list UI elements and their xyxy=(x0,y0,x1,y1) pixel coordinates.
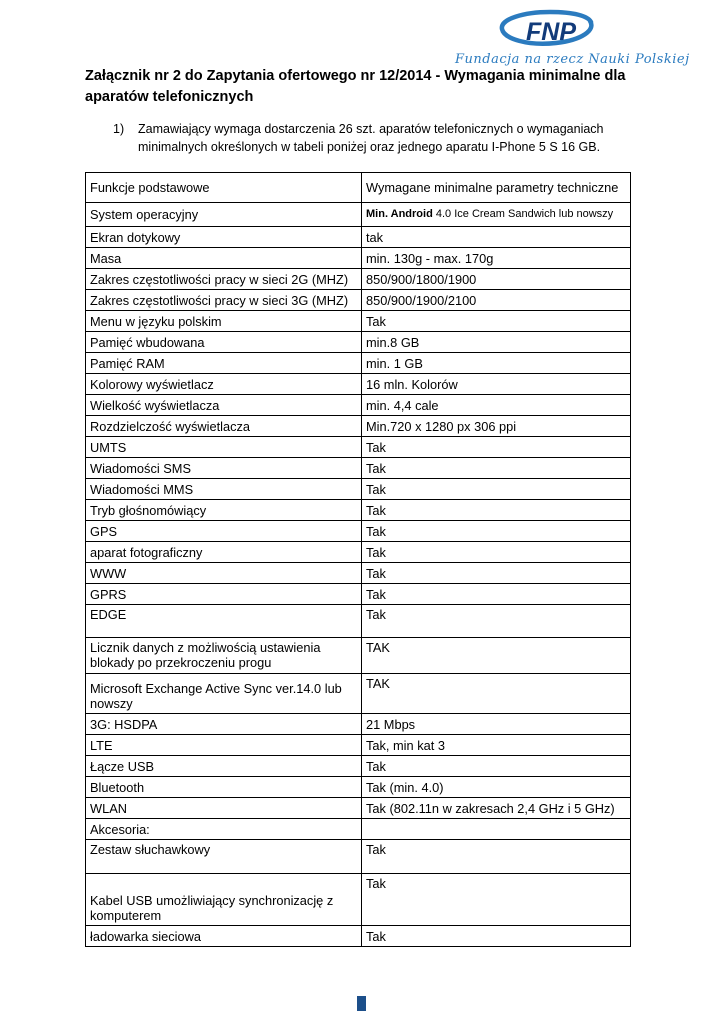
requirements-table-body xyxy=(86,173,631,947)
row-value: Tak (802.11n w zakresach 2,4 GHz i 5 GHz) xyxy=(362,798,631,819)
row-value: Tak xyxy=(362,311,631,332)
row-value: min.8 GB xyxy=(362,332,631,353)
row-label: Kabel USB umożliwiający synchronizację z komputerem xyxy=(86,874,362,926)
table-row xyxy=(86,756,631,777)
row-label: Pamięć wbudowana xyxy=(86,332,362,353)
intro-number: 1) xyxy=(113,122,125,136)
row-value: min. 1 GB xyxy=(362,353,631,374)
table-row xyxy=(86,926,631,947)
row-value: Tak (min. 4.0) xyxy=(362,777,631,798)
table-row xyxy=(86,674,631,714)
row-value: Tak xyxy=(362,542,631,563)
row-label: Tryb głośnomówiący xyxy=(86,500,362,521)
table-row xyxy=(86,735,631,756)
table-row xyxy=(86,290,631,311)
table-row xyxy=(86,638,631,674)
row-label: Wiadomości MMS xyxy=(86,479,362,500)
row-value: Tak, min kat 3 xyxy=(362,735,631,756)
row-value: Tak xyxy=(362,500,631,521)
row-label: GPRS xyxy=(86,584,362,605)
row-label: WLAN xyxy=(86,798,362,819)
fnp-acronym: FNP xyxy=(526,18,576,46)
table-row xyxy=(86,714,631,735)
row-value: 850/900/1800/1900 xyxy=(362,269,631,290)
table-row xyxy=(86,563,631,584)
table-row xyxy=(86,874,631,926)
table-row xyxy=(86,605,631,638)
row-label: Pamięć RAM xyxy=(86,353,362,374)
row-label: Funkcje podstawowe xyxy=(86,173,362,203)
table-row xyxy=(86,437,631,458)
row-label: Licznik danych z możliwością ustawienia blokady po przekroczeniu progu xyxy=(86,638,362,674)
table-row xyxy=(86,248,631,269)
row-label: Bluetooth xyxy=(86,777,362,798)
row-label: Ekran dotykowy xyxy=(86,227,362,248)
row-label: UMTS xyxy=(86,437,362,458)
row-value: Tak xyxy=(362,605,631,638)
row-value: min. 4,4 cale xyxy=(362,395,631,416)
row-value: Tak xyxy=(362,584,631,605)
table-row xyxy=(86,479,631,500)
footer-logo-fragment xyxy=(357,996,366,1011)
fnp-tagline: Fundacja na rzecz Nauki Polskiej xyxy=(455,52,690,67)
row-value: Min. Android 4.0 Ice Cream Sandwich lub nowszy xyxy=(362,203,631,227)
row-label: GPS xyxy=(86,521,362,542)
fnp-logo xyxy=(455,8,690,67)
row-label: aparat fotograficzny xyxy=(86,542,362,563)
table-row xyxy=(86,203,631,227)
row-value: Wymagane minimalne parametry techniczne xyxy=(362,173,631,203)
row-value: Tak xyxy=(362,563,631,584)
row-value: Tak xyxy=(362,926,631,947)
row-label: Akcesoria: xyxy=(86,819,362,840)
requirements-table xyxy=(85,172,631,947)
row-label: Zakres częstotliwości pracy w sieci 3G (MHZ) xyxy=(86,290,362,311)
table-row xyxy=(86,798,631,819)
row-value-bold-prefix: Min. Android xyxy=(366,208,433,220)
table-row xyxy=(86,227,631,248)
table-row xyxy=(86,542,631,563)
row-value: Tak xyxy=(362,479,631,500)
row-label: System operacyjny xyxy=(86,203,362,227)
row-label: Łącze USB xyxy=(86,756,362,777)
row-value: min. 130g - max. 170g xyxy=(362,248,631,269)
table-row xyxy=(86,416,631,437)
row-value: Tak xyxy=(362,521,631,542)
row-value: TAK xyxy=(362,674,631,714)
row-label: Kolorowy wyświetlacz xyxy=(86,374,362,395)
row-label: Microsoft Exchange Active Sync ver.14.0 lub nowszy xyxy=(86,674,362,714)
row-label: 3G: HSDPA xyxy=(86,714,362,735)
table-row xyxy=(86,521,631,542)
table-row xyxy=(86,840,631,874)
fnp-swirl-icon xyxy=(490,8,615,54)
table-row xyxy=(86,269,631,290)
row-label: Masa xyxy=(86,248,362,269)
row-label: Zestaw słuchawkowy xyxy=(86,840,362,874)
row-label: Rozdzielczość wyświetlacza xyxy=(86,416,362,437)
table-row xyxy=(86,311,631,332)
row-label: EDGE xyxy=(86,605,362,638)
row-value: Min.720 x 1280 px 306 ppi xyxy=(362,416,631,437)
row-label: LTE xyxy=(86,735,362,756)
table-row xyxy=(86,353,631,374)
table-row xyxy=(86,500,631,521)
row-value: Tak xyxy=(362,458,631,479)
row-value: 850/900/1900/2100 xyxy=(362,290,631,311)
intro-text: Zamawiający wymaga dostarczenia 26 szt. aparatów telefonicznych o wymaganiach minimalnych określonych w tabeli poniżej oraz jednego aparatu I-Phone 5 S 16 GB. xyxy=(138,122,604,154)
table-row xyxy=(86,374,631,395)
row-value: tak xyxy=(362,227,631,248)
row-label: Wiadomości SMS xyxy=(86,458,362,479)
row-value: Tak xyxy=(362,437,631,458)
row-label: Menu w języku polskim xyxy=(86,311,362,332)
row-value: 21 Mbps xyxy=(362,714,631,735)
table-row xyxy=(86,332,631,353)
table-row xyxy=(86,819,631,840)
page-title: Załącznik nr 2 do Zapytania ofertowego nr 12/2014 - Wymagania minimalne dla aparatów telefonicznych xyxy=(85,68,626,105)
row-label: Zakres częstotliwości pracy w sieci 2G (MHZ) xyxy=(86,269,362,290)
row-value: Tak xyxy=(362,840,631,874)
row-label: Wielkość wyświetlacza xyxy=(86,395,362,416)
row-value: Tak xyxy=(362,874,631,926)
table-row xyxy=(86,584,631,605)
table-row xyxy=(86,395,631,416)
row-value: TAK xyxy=(362,638,631,674)
table-row xyxy=(86,777,631,798)
row-value: Tak xyxy=(362,756,631,777)
intro-paragraph xyxy=(113,120,635,156)
row-label: ładowarka sieciowa xyxy=(86,926,362,947)
table-row xyxy=(86,173,631,203)
row-value: 16 mln. Kolorów xyxy=(362,374,631,395)
row-label: WWW xyxy=(86,563,362,584)
table-row xyxy=(86,458,631,479)
row-value xyxy=(362,819,631,840)
